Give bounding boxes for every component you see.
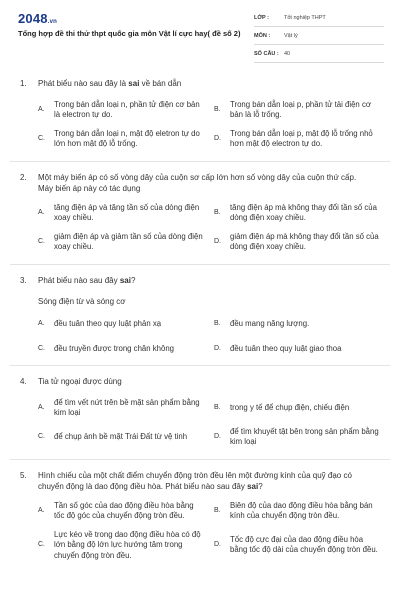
- option-text: Tốc độ cực đại của dao động điều hòa bằng tốc độ dài của chuyển động tròn đều.: [230, 534, 378, 555]
- question-number: 1.: [20, 79, 27, 88]
- question-number: 2.: [20, 172, 27, 182]
- divider: [10, 365, 390, 366]
- question-subtext: Sóng điện từ và sóng cơ: [38, 297, 126, 306]
- option-text: Trong bán dẫn loại p, phần tử tải điện cơ bản là lỗ trống.: [230, 99, 371, 119]
- option-letter: D.: [214, 541, 221, 548]
- options: [0, 501, 390, 570]
- option-letter: B.: [214, 506, 221, 514]
- question-list: [0, 78, 400, 569]
- meta-value: 40: [284, 51, 291, 57]
- question-number: 4.: [20, 377, 27, 386]
- question-stem: [0, 275, 390, 287]
- option-letter: A.: [38, 105, 45, 113]
- option-text: để tìm vết nứt trên bề mặt sản phẩm bằng kim loại: [54, 397, 200, 417]
- option-d[interactable]: [214, 427, 390, 448]
- site-logo[interactable]: [18, 11, 57, 26]
- option-text: để tìm khuyết tật bên trong sản phẩm bằng kim loại: [230, 426, 379, 446]
- question-stem: [0, 172, 390, 195]
- option-d[interactable]: [214, 344, 390, 355]
- option-letter: B.: [214, 208, 221, 216]
- option-c[interactable]: [38, 232, 214, 253]
- option-c[interactable]: [38, 427, 214, 448]
- option-text: Trong bán dẫn loại p, mật độ lỗ trống nhỏ hơn mật độ electron tự do.: [230, 128, 373, 148]
- option-b[interactable]: [214, 203, 390, 224]
- option-text: Tần số góc của dao động điều hòa bằng tốc độ góc của chuyển động tròn đều.: [54, 500, 194, 520]
- divider: [10, 161, 390, 162]
- option-text: Biên độ của dao động điều hòa bằng bán kính của chuyển động tròn đều.: [230, 500, 373, 520]
- option-letter: C.: [38, 432, 45, 440]
- divider: [10, 264, 390, 265]
- options: [0, 100, 390, 158]
- option-letter: B.: [214, 320, 221, 327]
- stem-emphasis: sai: [119, 275, 131, 285]
- option-letter: B.: [214, 105, 221, 113]
- meta-label: SỐ CÂU :: [254, 51, 279, 57]
- question-2: [0, 172, 390, 261]
- question-5: [0, 470, 390, 570]
- stem-text: Tia tử ngoại được dùng: [38, 377, 122, 386]
- question-number: 3.: [20, 275, 27, 285]
- option-text: đều mang năng lượng.: [230, 319, 310, 328]
- logo-main: 2048: [18, 11, 48, 26]
- stem-text-after: ?: [130, 275, 136, 285]
- option-letter: D.: [214, 237, 221, 245]
- option-d[interactable]: [214, 129, 390, 150]
- question-stem: [0, 470, 390, 493]
- option-b[interactable]: [214, 319, 390, 330]
- stem-text: Hình chiếu của một chất điểm chuyển động tròn đều lên một đường kính của quỹ đạo có chuyển động là dao động điều hòa. Phát biểu nào sau đây: [38, 470, 352, 491]
- option-a[interactable]: [38, 203, 214, 224]
- stem-text: Một máy biến áp có số vòng dây của cuộn sơ cấp lớn hơn số vòng dây của cuộn thứ cấp. Máy biến áp này có tác dụng: [38, 172, 357, 193]
- option-a[interactable]: [38, 501, 214, 522]
- options: [0, 203, 390, 261]
- option-letter: C.: [38, 134, 45, 142]
- option-letter: A.: [38, 506, 45, 514]
- option-text: đều truyền được trong chân không: [54, 343, 174, 353]
- meta-row-class: [254, 13, 384, 27]
- stem-text: Phát biểu nào sau đây là: [38, 79, 129, 88]
- option-text: Lực kéo về trong dao động điều hòa có độ lớn bằng độ lớn lực hướng tâm trong chuyển động tròn đều.: [54, 529, 201, 560]
- option-letter: B.: [214, 403, 221, 411]
- options: [0, 398, 390, 456]
- option-letter: C.: [38, 237, 45, 245]
- logo-suffix: .vn: [47, 19, 58, 25]
- option-c[interactable]: [38, 129, 214, 150]
- option-text: tăng điện áp mà không thay đổi tần số của dòng điện xoay chiều.: [230, 202, 377, 222]
- option-letter: C.: [38, 344, 45, 352]
- option-letter: D.: [214, 432, 221, 440]
- option-c[interactable]: [38, 344, 214, 355]
- option-text: để chụp ảnh bề mặt Trái Đất từ vệ tinh: [54, 431, 188, 441]
- option-d[interactable]: [214, 530, 390, 562]
- meta-value: Vật lý: [284, 33, 298, 39]
- option-c[interactable]: [38, 530, 214, 562]
- page-header: [0, 0, 400, 68]
- divider: [10, 459, 390, 460]
- question-4: [0, 376, 390, 456]
- option-letter: A.: [38, 208, 45, 216]
- question-1: [0, 78, 390, 158]
- question-stem: [0, 376, 390, 388]
- question-number: 5.: [20, 470, 27, 480]
- meta-label: LỚP :: [254, 15, 269, 21]
- stem-emphasis: sai: [247, 482, 259, 491]
- stem-text-after: ?: [258, 482, 263, 491]
- option-a[interactable]: [38, 319, 214, 330]
- option-b[interactable]: [214, 501, 390, 522]
- option-text: tăng điện áp và tăng tần số của dòng điện xoay chiều.: [54, 202, 200, 222]
- option-letter: D.: [214, 344, 221, 352]
- document-title: Tổng hợp đề thi thử thpt quốc gia môn Vật lí cực hay( đề số 2): [18, 29, 241, 38]
- option-text: trong y tế để chụp điện, chiếu điện: [230, 402, 350, 412]
- option-letter: A.: [38, 403, 45, 411]
- option-letter: C.: [38, 541, 45, 548]
- option-letter: D.: [214, 134, 221, 142]
- meta-row-count: [254, 49, 384, 63]
- option-text: giảm điện áp và giảm tần số của dòng điện xoay chiều.: [54, 231, 203, 251]
- option-d[interactable]: [214, 232, 390, 253]
- stem-text-after: về bán dẫn: [139, 79, 182, 88]
- question-3: [0, 275, 390, 363]
- question-stem: [0, 78, 390, 90]
- option-text: đều tuân theo quy luật phản xạ: [54, 319, 162, 328]
- stem-text: Phát biểu nào sau đây: [38, 275, 120, 285]
- exam-meta: [254, 13, 384, 67]
- option-text: đều tuân theo quy luật giao thoa: [230, 343, 342, 353]
- options: [0, 319, 390, 362]
- option-text: Trong bán dẫn loại n, mật độ eletron tự do lớn hơn mật độ lỗ trống.: [54, 128, 200, 148]
- meta-value: Tốt nghiệp THPT: [284, 15, 326, 21]
- meta-row-subject: [254, 31, 384, 45]
- stem-emphasis: sai: [128, 79, 140, 88]
- option-text: Trong bán dẫn loại n, phần tử điện cơ bản là electron tự do.: [54, 99, 200, 119]
- option-text: giảm điện áp mà không thay đổi tần số của dòng điện xoay chiều.: [230, 231, 379, 251]
- option-b[interactable]: [214, 398, 390, 419]
- option-a[interactable]: [38, 398, 214, 419]
- option-letter: A.: [38, 320, 45, 327]
- option-b[interactable]: [214, 100, 390, 121]
- meta-label: MÔN :: [254, 33, 271, 39]
- option-a[interactable]: [38, 100, 214, 121]
